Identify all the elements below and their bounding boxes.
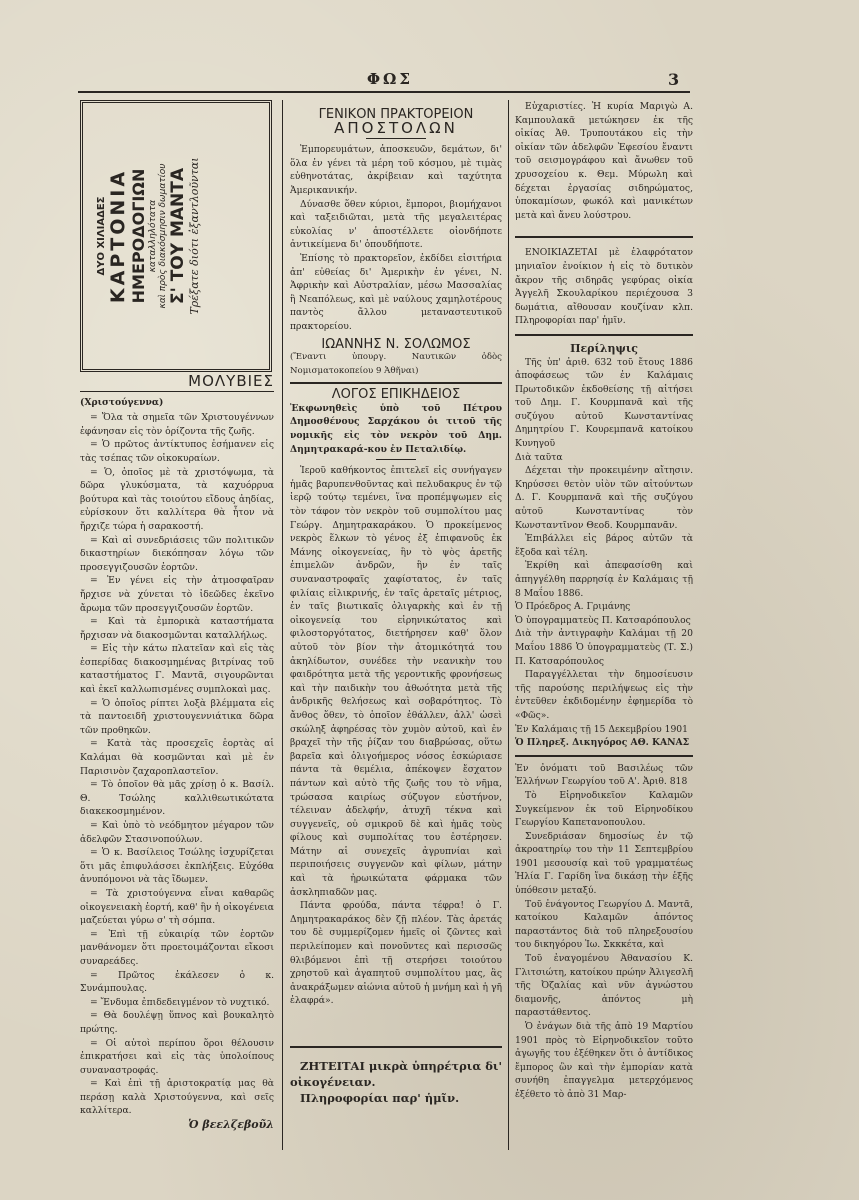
ad-line: ΔΥΟ ΧΙΛΙΑΔΕΣ: [96, 196, 107, 276]
agency-title: ΓΕΝΙΚΟΝ ΠΡΑΚΤΟΡΕΙΟΝ: [318, 107, 474, 122]
agency-subtitle: ΑΠΟΣΤΟΛΩΝ: [334, 118, 458, 137]
section-rule: [290, 382, 502, 384]
short-rule: [376, 459, 416, 460]
notice-paragraph: Εὐχαριστίες. Ἡ κυρία Μαριγὼ Α. Καμπουλακᾶ μετώκησεν ἐκ τῆς οἰκίας Ἀθ. Τρυπουτάκου εἰς τὴν οἰκίαν τῶν ἀδελφῶν Ἐφεσίου ἔναντι τοῦ σεισμογράφου καὶ ἄνωθεν τοῦ χρυσοχείου κ. Θεμ. Μύρωλη καὶ δέχεται ἐργασίας σιδηρώματος, ὑποκαμίσων, φωκόλ καὶ μανικέτων μετὰ καὶ ἄνευ λούστρου.: [515, 101, 693, 221]
short-rule: [366, 138, 426, 139]
rent-notice: ΕΝΟΙΚΙΑΖΕΤΑΙ μὲ ἐλαφρότατον μηνιαῖον ἐνοίκιον ἡ εἰς τὸ δυτικὸν ἄκρον τῆς σιδηρᾶς γεφύρας οἰκία Ἀγγελῆ Σκουλαρίκου περιέχουσα 3 δωμάτια, αἴθουσαν κουζίναν κλπ. Πληροφορίαι παρ' ἡμῖν.: [515, 247, 693, 327]
column-paragraph: = Ὁ ὁποῖος ρίπτει λοξὰ βλέμματα εἰς τὰ παντοειδῆ χριστουγεννιάτικα δῶρα τῶν προθηκῶν.: [80, 697, 274, 736]
eulogy-paragraph: Ἱεροῦ καθήκοντος ἐπιτελεῖ εἰς συνήγαγεν ἡμᾶς βαρυπενθοῦντας καὶ πελυδακρυς ἐν τῷ ἱερῷ τούτῳ τεμένει, ἵνα προπέμψωμεν εἰς τὸν τάφον τὸν νεκρὸν τοῦ συμπολίτου μας Γεώργ. Δημητρακαράκου. Ὁ προκείμενος νεκρὸς ἕλκων τὸ γένος ἐξ ἐπιφανοῦς ἐκ Μάνης οἰκογενείας, ἣν τὸ ψὸς ἀρετῆς ἐπιμελῶν ἀνδρῶν, ἣν ἐν ταῖς συναναστροφαῖς χαφίστατος, ἐν ταῖς φιλίαις εἰλικρινής, ἐν ταῖς ἀρεταῖς μέτριος, ἐν ταῖς βιωτικαῖς ὀλιγαρκὴς καὶ ἐν τῇ οἰκογενείᾳ του εἰρηνικώτατος καὶ φιλοστοργότατος, διετήρησεν καθ' ὅλον αὐτοῦ τὸν βίον τὴν ἀτομικότητά του ἀκηλίδωτον, συνέδεε τὴν νεανικὴν του φαιδρότητα μετὰ τῆς γεροντικῆς φρονήσεως καὶ τὴν παιδικὴν του ἀθωότητα μετὰ τῆς ἀνδρικῆς θελήσεως καὶ σοβαρότητος. Τὸ ἄνθος ὅθεν, τὸ ὁποῖον ἐθάλλεν, ἀλλ' ὡσεὶ σκώληξ ἀφηρέσας τὸν χυμὸν αὐτοῦ, καὶ ἐν βραχεῖ τὴν τῆς ῥίζαν του διαβρώσας, οὕτω βαρεῖα καὶ ὀλιγοήμερος νόσος ἐσκώριασε πάντα τὰ θεμέλια, ἀπέκοψεν ἔσχατον πάντων καὶ αὐτὸ τῆς ζωῆς του τὸ νῆμα, τρώσασα καιρίως σύζυγον εὐστήνον, τέλειναν ἀδελφήν, ἀτυχῆ τέκνα καὶ συγγενεῖς, οὐ σμικροῦ δὲ καὶ ἡμᾶς τοὺς φίλους καὶ συμπολίτας του ἐστέρησεν. Μάτην αἱ συνεχεῖς ἀγρυπνίαι καὶ περιποιήσεις συγγενῶν καὶ φίλων, μάτην καὶ τὰ ἠρωικώτατα φάρμακα τῶν ἀσκληπιαδῶν μας.: [290, 465, 502, 898]
eulogy-subtitle: Ἐκφωνηθεὶς ὑπὸ τοῦ Πέτρου Δημοσθένους Σαρχάκου ὁι τιτοῦ τῆς νομικῆς εἰς τὸν νεκρὸν τοῦ Δημ. Δημητρακαρά-κου ἐν Πεταλιδίῳ.: [290, 402, 502, 455]
eulogy-paragraph: Πάντα φρούδα, πάντα τέφρα! ὁ Γ. Δημητρακαράκος δὲν ζῇ πλέον. Τὰς ἀρετάς του δὲ συμμερίζομεν ἡμεῖς οἱ ζῶντες καὶ περιλείπομεν καὶ πονοῦντες καὶ περισσῶς θλιβόμενοι ἐπὶ τῇ στερήσει τοιούτου χρηστοῦ καὶ ἀγαπητοῦ συμπολίτου μας, ἂς ἀνακράξωμεν αἰώνια αὐτοῦ ἡ μνήμη καὶ ἡ γῆ ἐλαφρά».: [290, 900, 502, 1007]
column-paragraph: = Καὶ ὑπὸ τὸ νεόδμητον μέγαρον τῶν ἀδελφῶν Στασινοπούλων.: [80, 820, 274, 845]
column-paragraph: = Ὅλα τὰ σημεῖα τῶν Χριστουγέννων ἐφάνησαν εἰς τὸν ὁρίζοντα τῆς ζωῆς.: [80, 412, 274, 437]
column-paragraph: = Ἐπὶ τῇ εὐκαιρίᾳ τῶν ἑορτῶν μανθάνομεν ὅτι προετοιμάζονται εἴκοσι συναρεάδες.: [80, 928, 274, 967]
summary-lawyer: Ὁ Πληρεξ. Δικηγόρος ΑΘ. ΚΑΝΑΣ: [515, 737, 690, 749]
column-paragraph: = Ὁ, ὁποῖος μὲ τὰ χριστόψωμα, τὰ δῶρα γλυκύσματα, τὰ καχυόρρυα βούτυρα καὶ τὰς τοιούτου εἴδους ἀηδίας, εὑρίσκουν ὅτι καλλίτερα θὰ ἦτον νὰ ἤρχιζε τώρα ἡ σαρακοστή.: [80, 466, 274, 532]
royal-paragraph: Συνεδριάσαν δημοσίως ἐν τῷ ἀκροατηρίῳ του τὴν 11 Σεπτεμβρίου 1901 μεσουσίᾳ καὶ τοῦ γραμματέως Ἠλία Γ. Γαρίδη ἵνα δικάσῃ τὴν ἑξῆς ὑπόθεσιν μεταξύ.: [515, 830, 693, 897]
advertisement-box: [80, 100, 272, 372]
royal-header: Ἐν ὀνόματι τοῦ Βασιλέως τῶν Ἑλλήνων Γεωργίου τοῦ Α'. Ἀριθ. 818: [515, 762, 693, 788]
wanted-line: Πληροφορίαι παρ' ἡμῖν.: [300, 1091, 460, 1105]
section-rule: [80, 391, 274, 392]
page-number: 3: [668, 70, 680, 89]
column-divider: [282, 100, 283, 1150]
column-paragraph: = Καὶ τὰ ἐμπορικὰ καταστήματα ἤρχισαν νὰ διακοσμῶνται καταλλήλως.: [80, 616, 274, 641]
ad-line: ΗΜΕΡΟΔΟΓΙΩΝ: [129, 168, 148, 304]
column-paragraph: = Πρῶτος ἐκάλεσεν ὁ κ. Συνάμπουλας.: [80, 969, 274, 995]
summary-paragraph: Παραγγέλλεται τὴν δημοσίευσιν τῆς παρούσης περιλήψεως εἰς τὴν ἐντεῦθεν ἐκδιδομένην ἐφημερίδα τὸ «Φῶς».: [515, 669, 693, 721]
agency-paragraph: Δύνασθε ὅθεν κύριοι, ἔμποροι, βιομήχανοι καὶ ταξειδιῶται, μετὰ τῆς μεγαλειτέρας εὐκολίας ν' ἀποστέλλετε οἱονδήποτε ἀντικείμενα δι' ὁπουδήποτε.: [290, 198, 502, 251]
summary-heading: Διὰ ταῦτα: [515, 451, 563, 463]
column-1: [80, 372, 274, 1132]
summary-signature: Ὁ ὑπογραμματεὺς Π. Κατσαρόπουλος: [515, 614, 691, 626]
paragraph-list: [80, 411, 274, 1118]
summary-date: Ἐν Καλάμαις τῇ 15 Δεκεμβρίου 1901: [515, 723, 689, 735]
summary-paragraph: Δέχεται τὴν προκειμένην αἴτησιν. Κηρύσσει θετὸν υἱὸν τῶν αἰτούντων Δ. Γ. Κουρμπανᾶ καὶ τῆς συζύγου αὐτοῦ Κωνσταντίνας τὸν Κωνσταντῖνον Θεοδ. Κουρμπανᾶν.: [515, 465, 693, 531]
summary-paragraph: Τῆς ὑπ' ἀριθ. 632 τοῦ ἔτους 1886 ἀποφάσεως τῶν ἐν Καλάμαις Πρωτοδικῶν ἐκδοθείσης τῇ αἰτήσει τοῦ Δημ. Γ. Κουρμπανᾶ καὶ τῆς συζύγου αὐτοῦ Κωνσταντίνας Δημητρίου Γ. Κουρεμπανᾶ κατοίκου Κυνηγοῦ: [515, 356, 693, 450]
royal-paragraph: Ὁ ἐνάγων διὰ τῆς ἀπὸ 19 Μαρτίου 1901 πρὸς τὸ Εἰρηνοδικεῖον τοῦτο ἀγωγῆς του ἐξέθηκεν ὅτι ὁ ἀντίδικος ἔμπορος ὢν καὶ τὴν ἐμπορίαν κατὰ συνήθη ἐπαγγελμα μετερχόμενος ἐξέθετο τὸ ἀπὸ 31 Μαρ-: [515, 1021, 693, 1100]
section-title: ΜΟΛΥΒΙΕΣ: [188, 372, 274, 390]
ad-line: Τρέξατε διότι ἐξαντλοῦνται: [188, 157, 201, 315]
header-rule: [78, 91, 690, 93]
column-paragraph: = Εἰς τὴν κάτω πλατεῖαν καὶ εἰς τὰς ἑσπερίδας διακοσμημένας βιτρίνας τοῦ καταστήματος Γ. Μαντᾶ, σιγουρῶνται καὶ ἐκεῖ καλλωπισμένες συμπλοκαὶ μας.: [80, 643, 274, 696]
column-paragraph: = Ἔνδυμα ἐπιδεδειγμένον τὸ νυχτικό.: [90, 996, 270, 1008]
ad-line: ΚΑΡΤΟΝΙΑ: [107, 168, 129, 304]
column-3: [515, 100, 693, 1102]
eulogy-title: ΛΟΓΟΣ ΕΠΙΚΗΔΕΙΟΣ: [331, 387, 461, 403]
column-paragraph: = Κατὰ τὰς προσεχεῖς ἑορτὰς αἱ Καλάμαι θὰ κοσμῶνται καὶ μὲ ἐν Παρισινὸν ζαχαροπλαστεῖον.: [80, 738, 274, 777]
agency-paragraph: Ἐπίσης τὸ πρακτορεῖον, ἐκδίδει εἰσιτήρια ἀπ' εὐθείας δι' Ἀμερικὴν ἐν γένει, Ν. Ἀφρικὴν καὶ Αὐστραλίαν, μέσω Μασσαλίας ἢ Νεαπόλεως, καὶ μὲ ναύλους χαμηλοτέρους παντὸς ἄλλου μεταναστευτικοῦ πρακτορείου.: [290, 252, 502, 332]
section-rule: [290, 1046, 502, 1048]
section-rule: [515, 755, 693, 757]
column-paragraph: = Οἱ αὐτοὶ περίπου ὅροι θέλουσιν ἐπικρατήσει καὶ εἰς τὰς ὑπολοίπους συναναστροφάς.: [80, 1037, 274, 1076]
column-paragraph: = Θὰ δουλέψῃ ὕπνος καὶ βουκαλητὸ πρώτης.: [80, 1010, 274, 1035]
column-paragraph: = Καὶ ἐπὶ τῇ ἀριστοκρατίᾳ μας θὰ περάσῃ καλὰ Χριστούγεννα, καὶ σεῖς καλλίτερα.: [80, 1078, 274, 1117]
section-rule: [515, 334, 693, 336]
subtitle: (Χριστούγεννα): [80, 396, 164, 408]
signature: Ὁ βεελζεβοῦλ: [188, 1118, 274, 1132]
wanted-line: ΖΗΤΕΙΤΑΙ μικρὰ ὑπηρέτρια δι' οἰκογένειαν.: [290, 1059, 502, 1089]
column-paragraph: = Ὁ πρῶτος ἀντίκτυπος ἐσήμανεν εἰς τὰς τσέπας τῶν οἰκοκυραίων.: [80, 439, 274, 464]
ad-line: Σ' ΤΟΥ ΜΑΝΤΑ: [168, 167, 188, 305]
royal-paragraph: Τοῦ ἐνάγοντος Γεωργίου Δ. Μαντᾶ, κατοίκου Καλαμῶν ἀπόντος παραστάντος διὰ τοῦ πληρεξουσίου του δικηγόρου Ἰω. Σκκκέτα, καὶ: [515, 898, 693, 951]
column-paragraph: = Τὰ χριστούγεννα εἶναι καθαρῶς οἰκογενειακὴ ἑορτή, καθ' ἣν ἡ οἰκογένεια μαζεύεται γύρω σ' τὴ σόμπα.: [80, 887, 274, 927]
summary-paragraph: Ἐκρίθη καὶ ἀπεφασίσθη καὶ ἀπηγγέλθη παρρησίᾳ ἐν Καλάμαις τῇ 8 Μαΐου 1886.: [515, 560, 693, 599]
summary-title: Περίληψις: [570, 341, 638, 355]
column-paragraph: = Καὶ αἱ συνεδριάσεις τῶν πολιτικῶν δικαστηρίων διεκόπησαν λόγω τῶν προσεγγιζουσῶν ἑορτῶν.: [80, 534, 274, 573]
ad-line: καταλληλότατα: [148, 199, 158, 273]
column-paragraph: = Τὸ ὁποῖον θὰ μᾶς χρίσῃ ὁ κ. Βασίλ. Θ. Τσώλης καλλιθεωτικώτατα διακεκοσμημένον.: [80, 779, 274, 818]
section-rule: [515, 236, 693, 238]
column-divider: [508, 100, 509, 1150]
ad-line: καὶ πρὸς διακόσμησιν δωματίου: [158, 163, 168, 309]
royal-paragraph: Τὸ Εἰρηνοδικεῖον Καλαμῶν Συγκείμενον ἐκ τοῦ Εἰρηνοδίκου Γεωργίου Καπετανοπουλου.: [515, 789, 693, 829]
royal-paragraph: Τοῦ ἐναγομένου Ἀθανασίου Κ. Γλιτσιώτη, κατοίκου πρώην Ἀλιγεσλῆ τῆς Ὀζαλίας καὶ νῦν ἀγνώστου διαμονῆς, ἀπόντος μὴ παραστάθεντος.: [515, 953, 693, 1019]
wanted-notice: [290, 1058, 502, 1106]
summary-paragraph: Ἐπιβάλλει εἰς βάρος αὐτῶν τὰ ἔξοδα καὶ τέλη.: [515, 533, 693, 558]
column-paragraph: = Ἐν γένει εἰς τὴν ἀτμοσφαῖραν ἤρχισε νὰ χύνεται τὸ ἰδεῶδες ἐκεῖνο ἄρωμα τῶν προσεγγιζουσῶν ἑορτῶν.: [80, 575, 274, 614]
newspaper-title: ΦΩΣ: [366, 70, 414, 88]
agency-paragraph: Ἐμπορευμάτων, ἀποσκευῶν, δεμάτων, δι' ὅλα ἐν γένει τὰ μέρη τοῦ κόσμου, μὲ τιμὰς εὐθηνοτάτας, ἀκρίβειαν καὶ ταχύτητα Ἀμερικανικήν.: [290, 144, 502, 196]
agent-name: ΙΩΑΝΝΗΣ Ν. ΣΟΛΩΜΟΣ: [321, 336, 471, 352]
column-paragraph: = Ὁ κ. Βασίλειος Τσώλης ἰσχυρίζεται ὅτι μᾶς ἐπιφυλάσσει ἐκπλήξεις. Εὐχόθα ἀνυπόμονοι νὰ τὰς ἴδωμεν.: [80, 847, 274, 886]
summary-copy: Διὰ τὴν ἀντιγραφὴν Καλάμαι τῇ 20 Μαΐου 1886 Ὁ ὑπογραμματεὺς (Τ. Σ.) Π. Κατσαρόπουλος: [515, 628, 693, 667]
column-2: [290, 108, 502, 1008]
agent-address: (Ἔναντι ὑπουργ. Ναυτικῶν ὁδὸς Νομισματοκοπείου 9 Ἀθῆναι): [290, 352, 502, 376]
summary-signature: Ὁ Πρόεδρος Α. Γριμάνης: [515, 601, 631, 613]
